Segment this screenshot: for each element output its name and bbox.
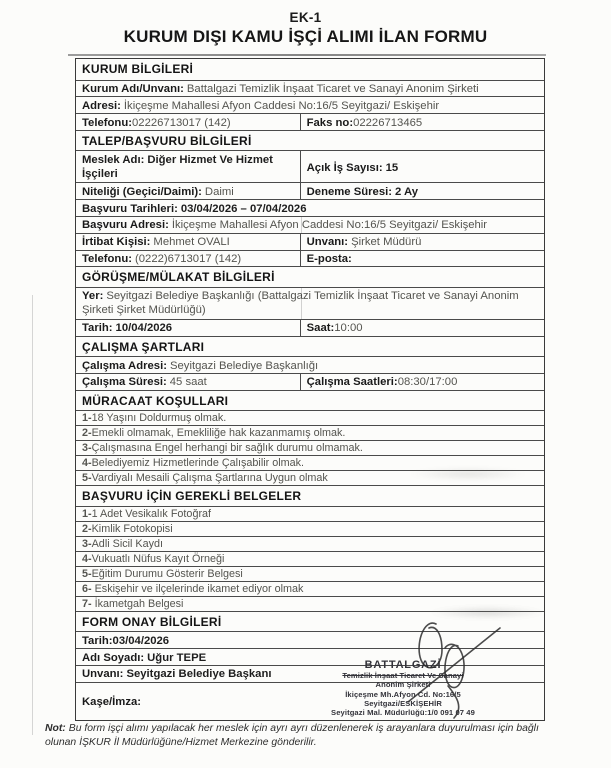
field-value: (0222)6713017 (142) (135, 253, 242, 266)
row-nitelik-deneme (76, 182, 544, 199)
scan-smudge (428, 606, 546, 619)
field-value: Şirket Müdürü (351, 236, 422, 249)
scan-smudge (408, 467, 528, 481)
field-label: Niteliği (Geçici/Daimi): (82, 185, 202, 198)
cell-faks (301, 114, 544, 130)
document-item (76, 566, 544, 581)
field-value: Seyitgazi Belediye Başkanlığı (Battalgazi Temizlik İnşaat Ticaret ve Sanayi Anonim Şirketi Şirket Müdürlüğü) (82, 290, 519, 317)
item-number: 1- (82, 412, 92, 425)
field-label: Yer: (82, 290, 104, 303)
field-value: İkiçeşme Mahallesi Afyon Caddesi No:16/5 Seyitgazi/ Eskişehir (123, 99, 440, 112)
cell-telefon2 (76, 251, 301, 267)
item-text: 18 Yaşını Doldurmuş olmak. (91, 412, 227, 425)
row-meslek-acikis (76, 150, 544, 182)
row-telefon-eposta (76, 250, 544, 267)
field-label: Telefonu: (82, 116, 132, 129)
item-number: 3- (82, 537, 92, 550)
condition-item (76, 425, 544, 440)
field-label: Meslek Adı: (82, 153, 145, 166)
field-label: Başvuru Tarihleri: (82, 202, 178, 215)
form-annex-title: EK-1 (289, 10, 322, 25)
field-label: Adresi: (82, 99, 121, 112)
item-text: İkametgah Belgesi (94, 597, 184, 610)
item-text: Emekli olmamak, Emekliliğe hak kazanmamış olmak. (91, 427, 346, 440)
item-number: 6- (82, 582, 92, 595)
field-label: Unvanı: (82, 668, 124, 681)
title-underline (68, 54, 546, 56)
row-irtibat-unvan (76, 233, 544, 250)
field-label: Çalışma Saatleri: (306, 376, 398, 389)
field-value: 10:00 (334, 322, 363, 335)
section-header-talep-basvuru: TALEP/BAŞVURU BİLGİLERİ (76, 130, 544, 151)
footer-note (45, 722, 567, 749)
item-text: Belediyemiz Hizmetlerinde Çalışabilir olmak. (91, 457, 305, 470)
row-sure-saatler (76, 373, 544, 390)
field-label: Adı Soyadı: (82, 651, 145, 664)
item-text: Vardiyalı Mesaili Çalışma Şartlarına Uygun olmak (91, 472, 328, 485)
cell-deneme (301, 183, 544, 199)
page-edge-shadow (32, 295, 33, 735)
document-item (76, 536, 544, 551)
stamp-line: Temizlik İnşaat Ticaret Ve Sanayi (342, 671, 464, 680)
section-header-muracaat: MÜRACAAT KOŞULLARI (76, 390, 544, 411)
field-value: Seyitgazi Belediye Başkanlığı (169, 359, 319, 372)
item-number: 1- (82, 507, 92, 520)
field-label: Çalışma Adresi: (82, 359, 167, 372)
field-value: 03/04/2026 (112, 634, 170, 647)
item-number: 2- (82, 522, 92, 535)
field-value: İkiçeşme Mahallesi Afyon Caddesi No:16/5 Seyitgazi/ Eskişehir (171, 219, 488, 232)
stamp-line: Seyitgazi Mal. Müdürlüğü:1/0 091 07 49 (331, 708, 475, 718)
item-number: 4- (82, 552, 92, 565)
section-header-form-onay: FORM ONAY BİLGİLERİ (76, 611, 544, 632)
field-value: 2 Ay (395, 185, 419, 198)
section-header-gorusme: GÖRÜŞME/MÜLAKAT BİLGİLERİ (76, 266, 544, 287)
document-item (76, 506, 544, 521)
item-number: 5- (82, 567, 92, 580)
item-number: 7- (82, 597, 92, 610)
section-header-belgeler: BAŞVURU İÇİN GEREKLİ BELGELER (76, 485, 544, 506)
item-text: Eğitim Durumu Gösterir Belgesi (91, 567, 243, 580)
condition-item (76, 410, 544, 425)
condition-item (76, 440, 544, 455)
item-number: 2- (82, 427, 92, 440)
stamp-line: İkiçeşme Mh.Afyon Cd. No:16/5 (345, 689, 461, 699)
item-text: Eskişehir ve ilçelerinde ikamet ediyor olmak (94, 582, 304, 595)
cell-acik-is (301, 151, 544, 182)
field-value: Diğer Hizmet Ve Hizmet İşçileri (82, 153, 273, 180)
field-label: E-posta: (306, 253, 352, 266)
row-basvuru-adresi (76, 216, 544, 233)
item-text: Kimlik Fotokopisi (91, 522, 173, 535)
signature-scribble (402, 610, 507, 722)
row-telefon-faks (76, 113, 544, 130)
field-label: Çalışma Süresi: (82, 376, 167, 389)
field-value: Mehmet OVALI (153, 236, 230, 249)
item-text: Adli Sicil Kaydı (91, 537, 164, 550)
field-value: 15 (385, 161, 399, 174)
document-item (76, 581, 544, 596)
cell-saatler (301, 374, 544, 390)
field-label: Tarih: (82, 634, 113, 647)
cell-telefon (76, 114, 301, 130)
footer-note-text: Bu form işçi alımı yapılacak her meslek için ayrı ayrı düzenlenerek iş arayanlara duyurulması için bağlı olunan İŞKUR İl Müdürlüğüne/Hizmet Merkezine gönderilir. (45, 723, 539, 748)
cell-saat (301, 320, 544, 336)
row-tarih-saat (76, 319, 544, 336)
cell-eposta (301, 251, 544, 267)
field-value: 02226713465 (353, 116, 423, 129)
cell-nitelik (76, 183, 301, 199)
cell-tarih (76, 320, 301, 336)
field-label: İrtibat Kişisi: (82, 236, 151, 249)
stamp-company-name: BATTALGAZİ (364, 659, 442, 671)
stamp-line: Seyitgazi/ESKİŞEHİR (364, 698, 442, 708)
cell-sure (76, 374, 301, 390)
row-adres (76, 96, 544, 113)
item-text: Vukuatlı Nüfus Kayıt Örneği (91, 552, 225, 565)
field-label: Unvanı: (306, 236, 349, 249)
section-header-calisma: ÇALIŞMA ŞARTLARI (76, 336, 544, 357)
field-label: Kurum Adı/Unvanı: (82, 83, 184, 95)
row-kurum-adi (76, 80, 544, 97)
document-item (76, 551, 544, 566)
item-text: 1 Adet Vesikalık Fotoğraf (91, 507, 212, 520)
field-label: Kaşe/İmza: (82, 695, 142, 708)
cell-unvan (301, 234, 544, 250)
field-value: 08:30/17:00 (397, 376, 458, 389)
field-value: 03/04/2026 – 07/04/2026 (180, 202, 307, 215)
item-number: 3- (82, 442, 92, 455)
form-main-title: KURUM DIŞI KAMU İŞÇİ ALIMI İLAN FORMU (123, 27, 488, 46)
item-text: Çalışmasına Engel herhangi bir sağlık durumu olmamak. (91, 442, 363, 455)
field-label: Faks no: (306, 116, 354, 129)
field-value: Uğur TEPE (147, 651, 207, 664)
cell-meslek (76, 151, 301, 182)
field-label: Saat: (306, 322, 335, 335)
field-label: Tarih: (82, 322, 113, 335)
row-basvuru-tarihleri (76, 199, 544, 216)
row-yer (76, 287, 544, 319)
item-number: 4- (82, 457, 92, 470)
item-number: 5- (82, 472, 92, 485)
row-calisma-adresi (76, 356, 544, 373)
field-value: 02226713017 (142) (132, 116, 231, 129)
field-label: Başvuru Adresi: (82, 219, 169, 232)
field-value: Battalgazi Temizlik İnşaat Ticaret ve Sanayi Anonim Şirketi (186, 83, 479, 95)
field-value: 10/04/2026 (115, 322, 173, 335)
field-value: Daimi (204, 185, 234, 198)
document-item (76, 521, 544, 536)
field-label: Deneme Süresi: (306, 185, 393, 198)
footer-note-label: Not: (45, 723, 66, 734)
field-label: Açık İş Sayısı: (306, 161, 383, 174)
field-value: 45 saat (169, 376, 207, 389)
stamp-line: Anonim Şirketi (375, 680, 431, 690)
section-header-kurum-bilgileri: KURUM BİLGİLERİ (82, 62, 194, 76)
field-value: Seyitgazi Belediye Başkanı (126, 668, 272, 681)
form-title-block (0, 10, 611, 47)
cell-irtibat (76, 234, 301, 250)
field-label: Telefonu: (82, 253, 132, 266)
